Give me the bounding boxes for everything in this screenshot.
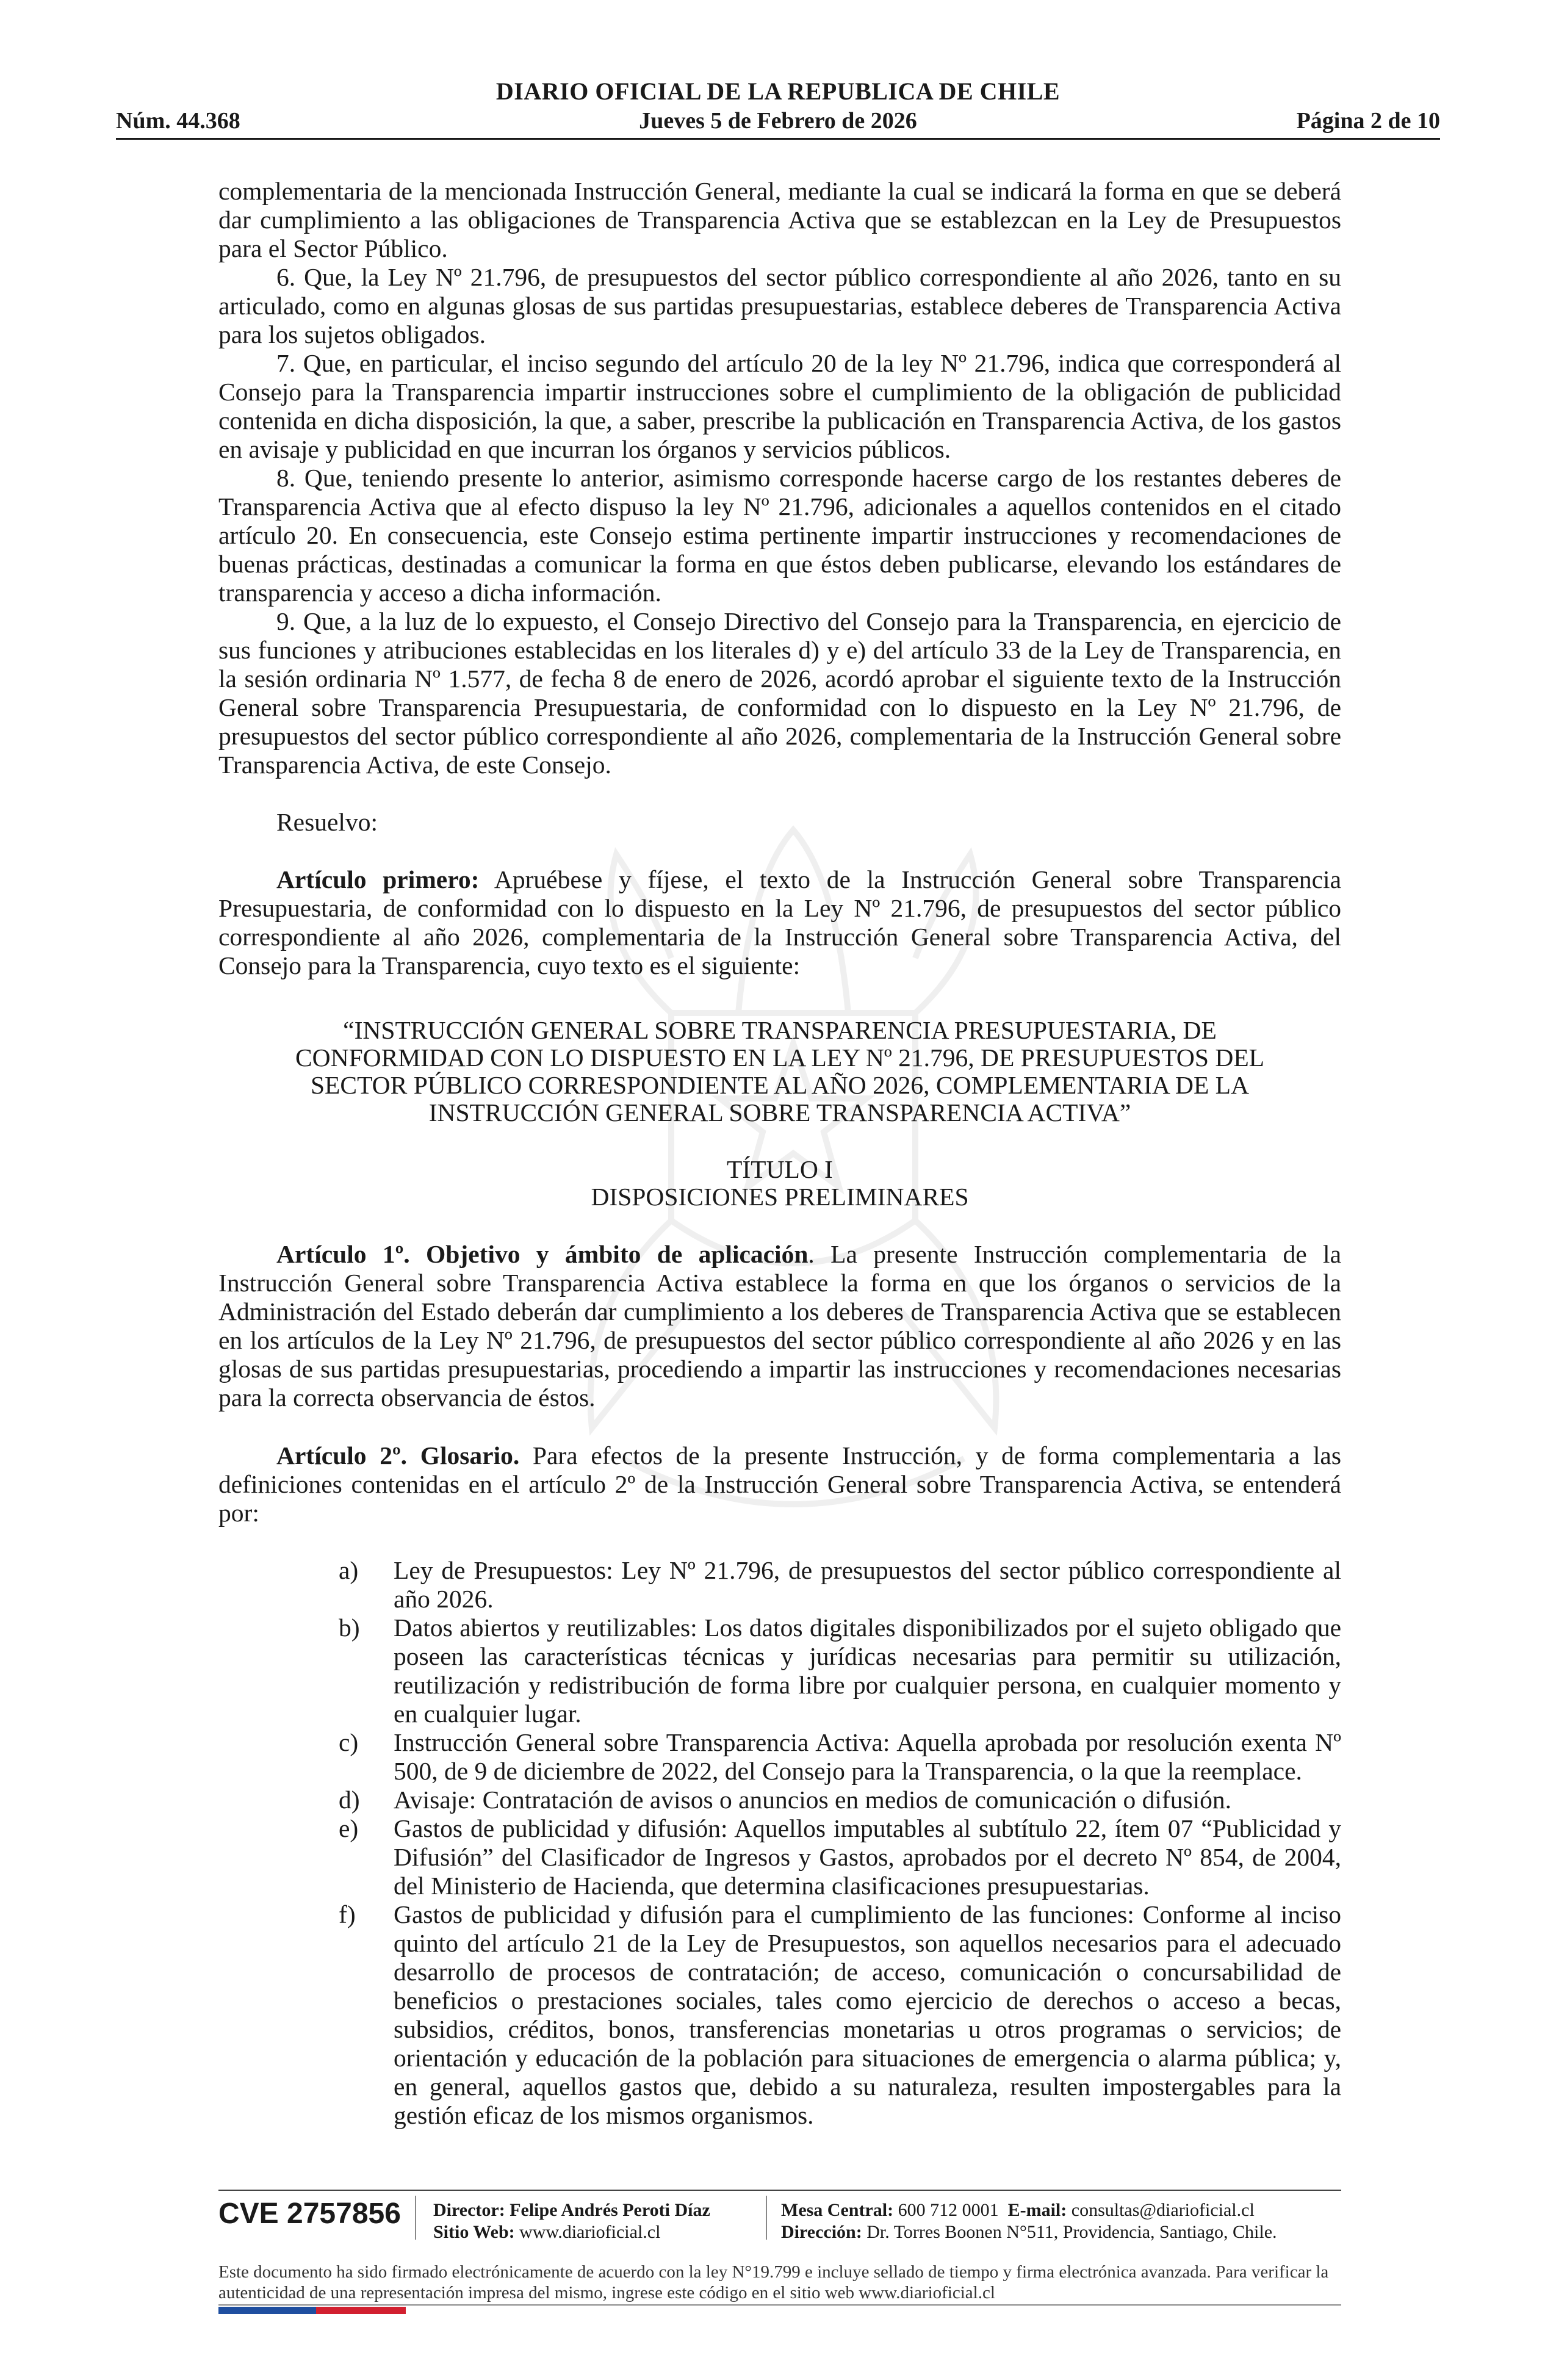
footer-separator: [766, 2196, 767, 2240]
email-label: E-mail:: [1007, 2200, 1067, 2220]
glossary-item-text: Instrucción General sobre Transparencia Activa: Aquella aprobada por resolución exenta Nº 500, de 9 de diciembre de 2022, del Consejo para la Transparencia, o la que la reemplace.: [394, 1728, 1341, 1785]
cve-code: CVE 2757856: [218, 2198, 401, 2230]
footer-phone: [781, 2199, 1277, 2221]
articulo-primero: [218, 865, 1341, 980]
paragraph-intro: complementaria de la mencionada Instrucción General, mediante la cual se indicará la forma en que se deberá dar cumplimiento a las obligaciones de Transparencia Activa que se establezcan en la Ley de Presupuestos para el Sector Público.: [218, 177, 1341, 262]
footer-director: [433, 2199, 710, 2221]
footer-address: [781, 2221, 1277, 2243]
articulo-1-label: Artículo 1º. Objetivo y ámbito de aplicación: [276, 1240, 809, 1268]
website-label: Sitio Web:: [433, 2222, 515, 2242]
page-header: [116, 72, 1440, 142]
email-link[interactable]: consultas@diarioficial.cl: [1071, 2200, 1255, 2220]
titulo-subtitle: DISPOSICIONES PRELIMINARES: [591, 1183, 969, 1211]
flag-stripe-red: [316, 2307, 406, 2314]
glossary-item: [218, 1900, 1341, 2130]
issue-number: Núm. 44.368: [116, 108, 240, 134]
footer-rule-bottom: [218, 2304, 1341, 2306]
articulo-primero-label: Artículo primero:: [276, 865, 480, 893]
glossary-item: [218, 1814, 1341, 1900]
instruccion-title: [218, 1017, 1341, 1127]
director-name: Felipe Andrés Peroti Díaz: [510, 2200, 710, 2220]
page-number: Página 2 de 10: [1296, 108, 1440, 134]
articulo-primero-text: Apruébese y fíjese, el texto de la Instrucción General sobre Transparencia Presupuestaria, de conformidad con lo dispuesto en la Ley Nº 21.796, de presupuestos del sector público correspondiente al año 2026, complementaria de la Instrucción General sobre Transparencia Activa, del Consejo para la Transparencia, cuyo texto es el siguiente:: [218, 865, 1342, 979]
footer-rule-top: [218, 2190, 1341, 2191]
paragraph-9: 9. Que, a la luz de lo expuesto, el Consejo Directivo del Consejo para la Transparencia, en ejercicio de sus funciones y atribuciones establecidas en los literales d) y e) del artículo 33 de la Ley de Transparencia, en la sesión ordinaria Nº 1.577, de fecha 8 de enero de 2026, acordó aprobar el siguiente texto de la Instrucción General sobre Transparencia Presupuestaria, de conformidad con lo dispuesto en la Ley Nº 21.796, de presupuestos del sector público correspondiente al año 2026, complementaria de la Instrucción General sobre Transparencia Activa, de este Consejo.: [218, 607, 1341, 779]
header-rule: [116, 138, 1440, 140]
publication-title: DIARIO OFICIAL DE LA REPUBLICA DE CHILE: [495, 78, 1061, 105]
glossary-item-text: Ley de Presupuestos: Ley Nº 21.796, de presupuestos del sector público correspondiente al año 2026.: [394, 1556, 1341, 1613]
glossary-item-label: a): [339, 1556, 359, 1584]
footer-website: [433, 2221, 710, 2243]
glossary-item-label: b): [339, 1614, 360, 1642]
website-link[interactable]: www.diarioficial.cl: [519, 2222, 661, 2242]
flag-stripe-blue: [218, 2307, 316, 2314]
instruccion-title-line: SECTOR PÚBLICO CORRESPONDIENTE AL AÑO 2026, COMPLEMENTARIA DE LA: [310, 1071, 1250, 1099]
paragraph-6: 6. Que, la Ley Nº 21.796, de presupuestos del sector público correspondiente al año 2026, tanto en su articulado, como en algunas glosas de sus partidas presupuestarias, establece deberes de Transparencia Activa para los sujetos obligados.: [218, 263, 1341, 348]
footer-director-column: [433, 2199, 710, 2243]
instruccion-title-line: CONFORMIDAD CON LO DISPUESTO EN LA LEY Nº 21.796, DE PRESUPUESTOS DEL: [295, 1044, 1265, 1072]
glossary-item-text: Gastos de publicidad y difusión: Aquellos imputables al subtítulo 22, ítem 07 “Publicidad y Difusión” del Clasificador de Ingresos y Gastos, aprobados por el decreto Nº 854, de 2004, del Ministerio de Hacienda, que determina clasificaciones presupuestarias.: [394, 1814, 1341, 1900]
paragraph-7: 7. Que, en particular, el inciso segundo del artículo 20 de la ley Nº 21.796, indica que corresponderá al Consejo para la Transparencia impartir instrucciones sobre el cumplimiento de la obligación de publicidad contenida en dicha disposición, la que, a saber, prescribe la publicación en Transparencia Activa, de los gastos en avisaje y publicidad en que incurran los órganos y servicios públicos.: [218, 349, 1341, 463]
director-label: Director:: [433, 2200, 505, 2220]
footer-separator: [415, 2196, 416, 2240]
articulo-1-text: . La presente Instrucción complementaria de la Instrucción General sobre Transparencia Activa establece la forma en que los órganos o servicios de la Administración del Estado deberán dar cumplimiento a los deberes de Transparencia Activa que se establecen en los artículos de la Ley Nº 21.796, de presupuestos del sector público correspondiente al año 2026 y en las glosas de sus partidas presupuestarias, procediendo a impartir las instrucciones y recomendaciones necesarias para la correcta observancia de éstos.: [218, 1240, 1341, 1412]
glossary-item-label: e): [339, 1814, 359, 1842]
document-body: [218, 177, 1341, 2130]
address-label: Dirección:: [781, 2222, 862, 2242]
titulo-number: TÍTULO I: [726, 1155, 833, 1183]
glossary-item-label: f): [339, 1900, 356, 1928]
phone-value: 600 712 0001: [898, 2200, 999, 2220]
glossary-item-text: Gastos de publicidad y difusión para el cumplimiento de las funciones: Conforme al inciso quinto del artículo 21 de la Ley de Presupuestos, son aquellos necesarios para el adecuado desarrollo de procesos de contratación; de acceso, comunicación o concursabilidad de beneficios o prestaciones sociales, tales como ejercicio de derechos o acceso a becas, subsidios, créditos, bonos, transferencias monetarias u otros programas o servicios; de orientación y educación de la población para situaciones de emergencia o alarma pública; y, en general, aquellos gastos que, debido a su naturaleza, resulten impostergables para la gestión eficaz de los mismos organismos.: [394, 1900, 1341, 2129]
titulo-heading: [218, 1156, 1341, 1211]
glossary-item: [218, 1728, 1341, 1786]
articulo-2-label: Artículo 2º. Glosario.: [276, 1441, 520, 1469]
articulo-2-text: Para efectos de la presente Instrucción, y de forma complementaria a las definiciones contenidas en el artículo 2º de la Instrucción General sobre Transparencia Activa, se entenderá por:: [218, 1441, 1341, 1527]
glossary-item: [218, 1786, 1341, 1814]
instruccion-title-line: “INSTRUCCIÓN GENERAL SOBRE TRANSPARENCIA PRESUPUESTARIA, DE: [343, 1016, 1217, 1044]
issue-date: Jueves 5 de Febrero de 2026: [639, 108, 917, 134]
glossary-item: [218, 1614, 1341, 1728]
glossary-item-text: Datos abiertos y reutilizables: Los datos digitales disponibilizados por el sujeto obligado que poseen las características técnicas y jurídicas necesarias para permitir su utilización, reutilización y redistribución de forma libre por cualquier persona, en cualquier momento y en cualquier lugar.: [394, 1614, 1341, 1728]
resuelvo-heading: Resuelvo:: [276, 808, 378, 836]
paragraph-8: 8. Que, teniendo presente lo anterior, asimismo corresponde hacerse cargo de los restantes deberes de Transparencia Activa que al efecto dispuso la ley Nº 21.796, adicionales a aquellos contenidos en el citado artículo 20. En consecuencia, este Consejo estima pertinente impartir instrucciones y recomendaciones de buenas prácticas, destinadas a comunicar la forma en que éstos deben publicarse, elevando los estándares de transparencia y acceso a dicha información.: [218, 464, 1341, 607]
articulo-2: [218, 1441, 1341, 1527]
articulo-1: [218, 1240, 1341, 1412]
address-value: Dr. Torres Boonen N°511, Providencia, Santiago, Chile.: [866, 2222, 1277, 2242]
glossary-item-label: c): [339, 1728, 359, 1756]
glossary-item-text: Avisaje: Contratación de avisos o anuncios en medios de comunicación o difusión.: [394, 1786, 1232, 1814]
glossary-item-label: d): [339, 1786, 360, 1814]
glossary-item: [218, 1556, 1341, 1614]
instruccion-title-line: INSTRUCCIÓN GENERAL SOBRE TRANSPARENCIA ACTIVA”: [428, 1098, 1131, 1127]
phone-label: Mesa Central:: [781, 2200, 894, 2220]
footer-contact-column: [781, 2199, 1277, 2243]
signature-note: Este documento ha sido firmado electrónicamente de acuerdo con la ley N°19.799 e incluye sellado de tiempo y firma electrónica avanzada. Para verificar la autenticidad de una representación impresa del mismo, ingrese este código en el sitio web www.diarioficial.cl: [218, 2262, 1329, 2302]
glossary-list: [218, 1556, 1341, 2130]
